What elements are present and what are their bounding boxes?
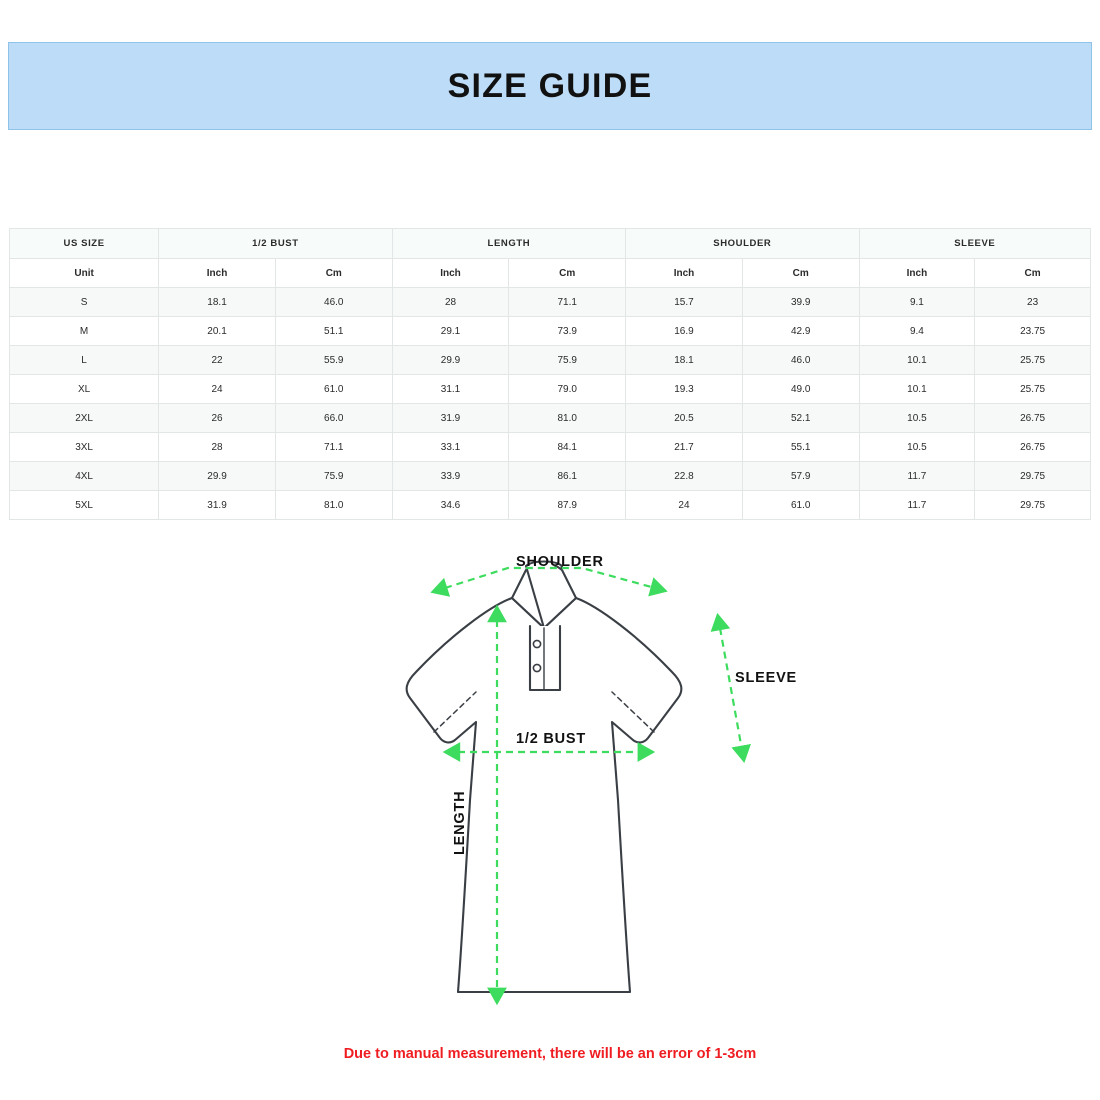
size-table-container	[9, 228, 1091, 520]
cell-shoulder-inch: 21.7	[626, 433, 743, 462]
group-header-us-size: US SIZE	[10, 229, 159, 259]
cell-sleeve-inch: 10.5	[859, 404, 975, 433]
cell-bust-cm: 75.9	[275, 462, 392, 491]
cell-shoulder-inch: 18.1	[626, 346, 743, 375]
cell-length-inch: 33.9	[392, 462, 509, 491]
size-table-head	[10, 229, 1091, 288]
unit-header-length-inch: Inch	[392, 259, 509, 288]
cell-shoulder-inch: 16.9	[626, 317, 743, 346]
table-row	[10, 346, 1091, 375]
cell-sleeve-cm: 29.75	[975, 491, 1091, 520]
label-shoulder: SHOULDER	[516, 554, 604, 570]
cell-bust-cm: 61.0	[275, 375, 392, 404]
unit-header-sleeve-inch: Inch	[859, 259, 975, 288]
cell-size: L	[10, 346, 159, 375]
cell-sleeve-inch: 10.5	[859, 433, 975, 462]
table-row	[10, 375, 1091, 404]
cell-shoulder-inch: 20.5	[626, 404, 743, 433]
cell-length-cm: 79.0	[509, 375, 626, 404]
table-row	[10, 288, 1091, 317]
cell-size: XL	[10, 375, 159, 404]
cell-bust-cm: 81.0	[275, 491, 392, 520]
cell-length-inch: 29.9	[392, 346, 509, 375]
cell-length-inch: 31.1	[392, 375, 509, 404]
cell-shoulder-cm: 49.0	[742, 375, 859, 404]
measurement-disclaimer: Due to manual measurement, there will be an error of 1-3cm	[343, 1046, 757, 1062]
cell-shoulder-cm: 52.1	[742, 404, 859, 433]
table-row	[10, 462, 1091, 491]
cell-size: S	[10, 288, 159, 317]
cell-sleeve-cm: 29.75	[975, 462, 1091, 491]
cell-shoulder-cm: 55.1	[742, 433, 859, 462]
group-header-bust: 1/2 BUST	[159, 229, 392, 259]
cell-sleeve-cm: 26.75	[975, 433, 1091, 462]
cell-sleeve-inch: 10.1	[859, 346, 975, 375]
cell-length-inch: 33.1	[392, 433, 509, 462]
cell-length-cm: 81.0	[509, 404, 626, 433]
cell-size: 5XL	[10, 491, 159, 520]
cell-shoulder-inch: 19.3	[626, 375, 743, 404]
cell-shoulder-inch: 22.8	[626, 462, 743, 491]
cell-shoulder-cm: 39.9	[742, 288, 859, 317]
group-header-sleeve: SLEEVE	[859, 229, 1090, 259]
cell-shoulder-cm: 57.9	[742, 462, 859, 491]
cell-length-cm: 86.1	[509, 462, 626, 491]
unit-header-unit: Unit	[10, 259, 159, 288]
cell-length-cm: 73.9	[509, 317, 626, 346]
cell-bust-cm: 46.0	[275, 288, 392, 317]
cell-size: M	[10, 317, 159, 346]
label-sleeve: SLEEVE	[735, 670, 798, 686]
size-table-body	[10, 288, 1091, 520]
size-table	[9, 228, 1091, 520]
cell-bust-inch: 29.9	[159, 462, 276, 491]
label-length: LENGTH	[452, 790, 468, 855]
size-guide-banner	[8, 42, 1092, 130]
cell-bust-inch: 24	[159, 375, 276, 404]
unit-header-shoulder-cm: Cm	[742, 259, 859, 288]
cell-length-cm: 75.9	[509, 346, 626, 375]
cell-sleeve-cm: 23	[975, 288, 1091, 317]
cell-bust-inch: 31.9	[159, 491, 276, 520]
cell-length-cm: 71.1	[509, 288, 626, 317]
unit-header-bust-inch: Inch	[159, 259, 276, 288]
unit-header-sleeve-cm: Cm	[975, 259, 1091, 288]
cell-bust-inch: 28	[159, 433, 276, 462]
cell-sleeve-cm: 25.75	[975, 375, 1091, 404]
cell-bust-inch: 22	[159, 346, 276, 375]
unit-header-row	[10, 259, 1091, 288]
cell-length-inch: 28	[392, 288, 509, 317]
page-title: SIZE GUIDE	[447, 66, 653, 105]
table-row	[10, 317, 1091, 346]
cell-bust-cm: 51.1	[275, 317, 392, 346]
unit-header-bust-cm: Cm	[275, 259, 392, 288]
cell-bust-cm: 71.1	[275, 433, 392, 462]
cell-shoulder-inch: 24	[626, 491, 743, 520]
cell-size: 2XL	[10, 404, 159, 433]
cell-shoulder-inch: 15.7	[626, 288, 743, 317]
unit-header-shoulder-inch: Inch	[626, 259, 743, 288]
cell-bust-inch: 26	[159, 404, 276, 433]
group-header-shoulder: SHOULDER	[626, 229, 859, 259]
cell-shoulder-cm: 46.0	[742, 346, 859, 375]
cell-length-inch: 34.6	[392, 491, 509, 520]
cell-sleeve-inch: 9.1	[859, 288, 975, 317]
table-row	[10, 433, 1091, 462]
cell-length-cm: 84.1	[509, 433, 626, 462]
cell-sleeve-cm: 25.75	[975, 346, 1091, 375]
cell-sleeve-inch: 11.7	[859, 491, 975, 520]
cell-sleeve-inch: 9.4	[859, 317, 975, 346]
label-half-bust: 1/2 BUST	[516, 731, 587, 747]
cell-sleeve-inch: 11.7	[859, 462, 975, 491]
cell-size: 4XL	[10, 462, 159, 491]
cell-bust-cm: 66.0	[275, 404, 392, 433]
table-row	[10, 404, 1091, 433]
table-row	[10, 491, 1091, 520]
cell-length-inch: 29.1	[392, 317, 509, 346]
cell-bust-cm: 55.9	[275, 346, 392, 375]
polo-shirt-outline	[407, 562, 682, 993]
cell-sleeve-inch: 10.1	[859, 375, 975, 404]
cell-bust-inch: 18.1	[159, 288, 276, 317]
group-header-length: LENGTH	[392, 229, 625, 259]
garment-diagram	[330, 540, 800, 1030]
cell-bust-inch: 20.1	[159, 317, 276, 346]
cell-sleeve-cm: 26.75	[975, 404, 1091, 433]
cell-size: 3XL	[10, 433, 159, 462]
cell-shoulder-cm: 61.0	[742, 491, 859, 520]
cell-length-inch: 31.9	[392, 404, 509, 433]
unit-header-length-cm: Cm	[509, 259, 626, 288]
cell-shoulder-cm: 42.9	[742, 317, 859, 346]
group-header-row	[10, 229, 1091, 259]
cell-sleeve-cm: 23.75	[975, 317, 1091, 346]
cell-length-cm: 87.9	[509, 491, 626, 520]
